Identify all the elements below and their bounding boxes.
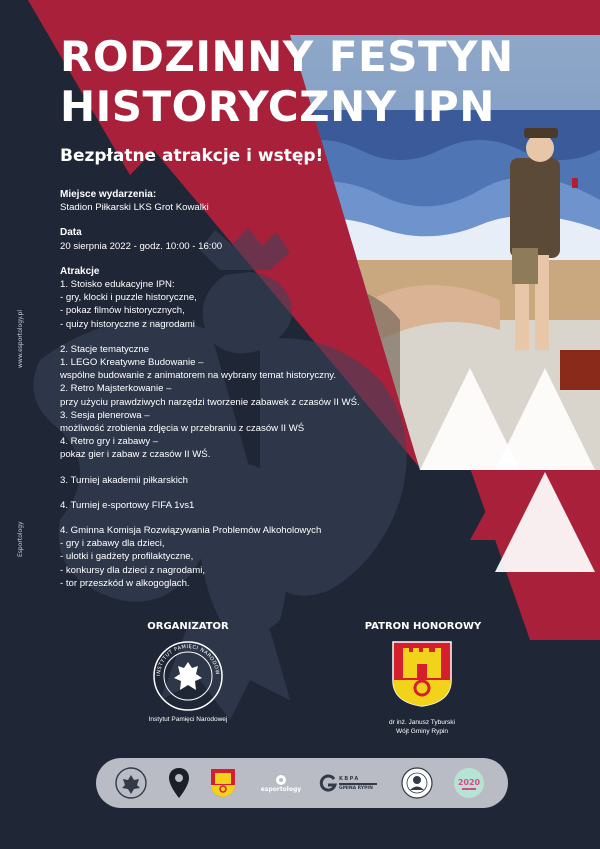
section-1-item: - quizy historyczne z nagrodami [60, 318, 195, 330]
section-4-title: 4. Turniej e-sportowy FIFA 1vs1 [60, 499, 195, 511]
section-2-line: 3. Sesja plenerowa – [60, 409, 150, 421]
title-line-1: RODZINNY FESTYN [60, 32, 514, 81]
section-5-title: 4. Gminna Komisja Rozwiązywania Problemów Alkoholowych [60, 525, 322, 537]
patron-label: PATRON HONOROWY [364, 621, 482, 632]
seal-text: INSTYTUT PAMIĘCI NARODOW [155, 643, 221, 677]
kbpa-sub-text: GMINA RYPIN [339, 785, 373, 791]
location-pin-icon [166, 758, 192, 808]
section-5-item: - ulotki i gadżety profilaktyczne, [60, 551, 194, 563]
section-2-line: wspólne budowanie z animatorem na wybrany temat historyczny. [60, 370, 337, 382]
title-line-2: HISTORYCZNY IPN [60, 82, 495, 131]
rypin-crest-icon [391, 640, 453, 708]
organizer-label: ORGANIZATOR [147, 621, 229, 632]
date-value: 20 sierpnia 2022 - godz. 10:00 - 16:00 [60, 240, 223, 252]
sponsor-logo-bar [96, 758, 508, 808]
section-2-title: 2. Stacje tematyczne [60, 343, 150, 355]
section-5-item: - konkursy dla dzieci z nagrodami, [60, 564, 206, 576]
section-1-item: - pokaz filmów historycznych, [60, 305, 185, 317]
section-1-title: 1. Stoisko edukacyjne IPN: [60, 279, 175, 291]
venue-value: Stadion Piłkarski LKS Grot Kowalki [60, 202, 209, 214]
patron-role: Wójt Gminy Rypin [395, 728, 448, 735]
section-2-line: pokaz gier i zabaw z czasów II WŚ. [60, 449, 211, 461]
section-2-line: 1. LEGO Kreatywne Budowanie – [60, 357, 204, 369]
esportology-logo [256, 758, 306, 808]
organizer-name: Instytut Pamięci Narodowej [148, 716, 228, 723]
esportology-text: esportology [260, 785, 302, 793]
badge-year: 2020 [457, 778, 481, 787]
section-3-title: 3. Turniej akademii piłkarskich [60, 474, 188, 486]
attractions-label: Atrakcje [60, 265, 100, 277]
school-seal-icon [400, 758, 434, 808]
ipn-seal-icon [152, 640, 224, 712]
subtitle: Bezpłatne atrakcje i wstęp! [60, 146, 324, 166]
rypin-small-crest-icon [208, 758, 238, 808]
section-5-item: - tor przeszkód w alkogoglach. [60, 577, 190, 589]
section-2-line: możliwość zrobienia zdjęcia w przebraniu z czasów II WŚ [60, 423, 305, 435]
section-1-item: - gry, klocki i puzzle historyczne, [60, 292, 197, 304]
esportology-mark-icon [275, 774, 287, 786]
patron-info [362, 718, 482, 736]
patron-name: dr inż. Janusz Tyburski [389, 719, 455, 726]
page-title [60, 32, 580, 132]
kbpa-logo [316, 758, 380, 808]
date-label: Data [60, 227, 82, 239]
event-info [60, 188, 420, 590]
venue-label: Miejsce wydarzenia: [60, 189, 157, 200]
section-2-line: 2. Retro Majsterkowanie – [60, 383, 172, 395]
section-2-line: 4. Retro gry i zabawy – [60, 436, 159, 448]
kbpa-text: KBPA [339, 775, 360, 782]
ipn-logo-icon [114, 758, 148, 808]
kbpa-g-icon [319, 774, 337, 792]
section-5-item: - gry i zabawy dla dzieci, [60, 538, 165, 550]
year-badge-icon [452, 758, 486, 808]
side-url: www.esportology.pl [17, 309, 24, 368]
section-2-line: przy użyciu prawdziwych narzędzi tworzenie zabawek z czasów II WŚ. [60, 396, 360, 408]
side-brand: Esportology [17, 521, 24, 557]
